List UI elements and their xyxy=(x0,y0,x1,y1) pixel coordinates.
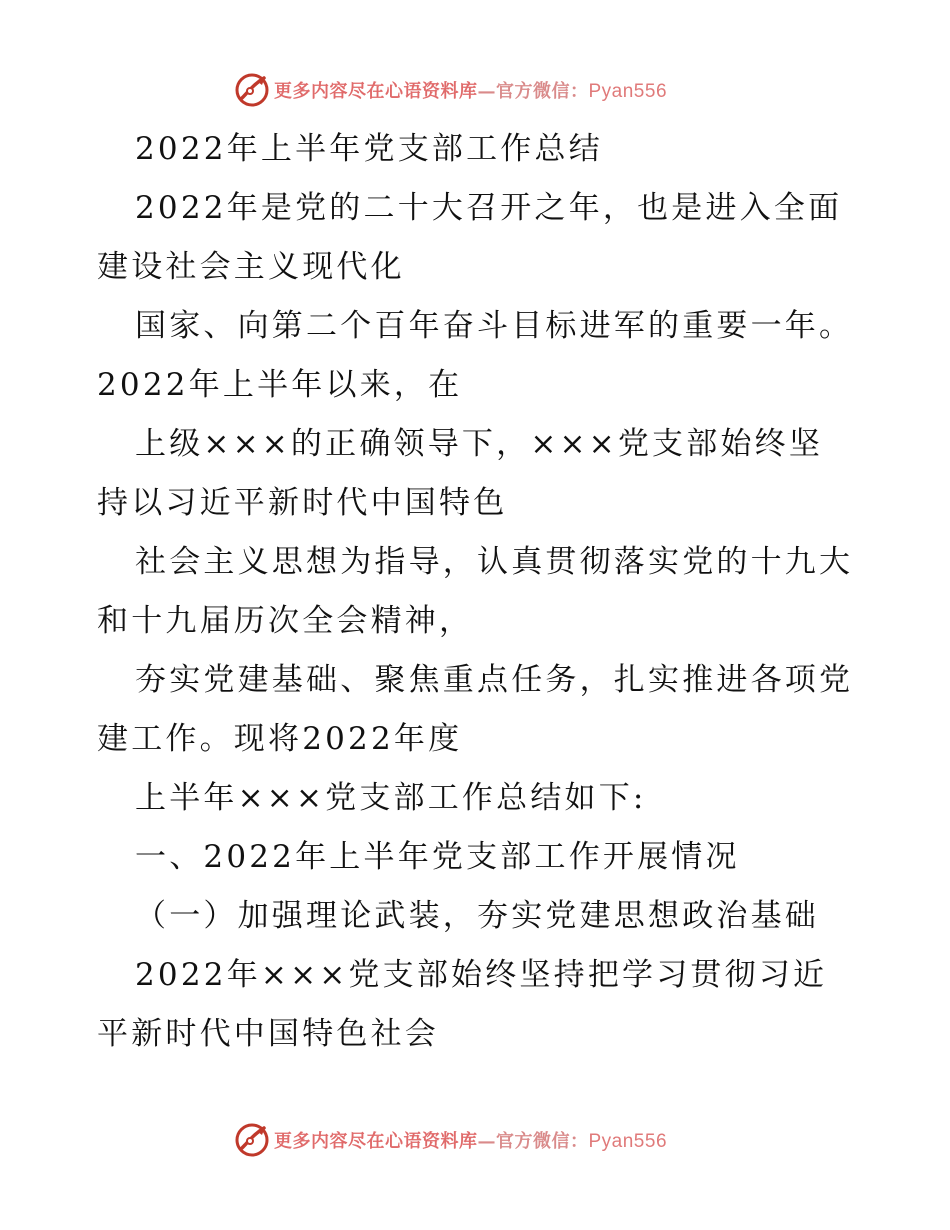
pen-logo-icon xyxy=(234,1122,270,1158)
banner-wechat-handle: Pyan556 xyxy=(588,81,668,102)
section-heading: 一、2022年上半年党支部工作开展情况 xyxy=(135,839,740,875)
banner-text xyxy=(274,77,667,103)
doc-line: 持以习近平新时代中国特色 xyxy=(97,485,508,521)
doc-line: 上半年×××党支部工作总结如下: xyxy=(135,780,647,816)
doc-line: 国家、向第二个百年奋斗目标进军的重要一年。 xyxy=(135,308,854,344)
subsection-heading: （一）加强理论武装，夯实党建思想政治基础 xyxy=(135,898,819,934)
doc-line: 建工作。现将2022年度 xyxy=(97,721,463,757)
doc-line: 2022年是党的二十大召开之年，也是进入全面 xyxy=(135,190,843,226)
doc-line: 上级×××的正确领导下，×××党支部始终坚 xyxy=(135,426,824,462)
doc-line: 夯实党建基础、聚焦重点任务，扎实推进各项党 xyxy=(135,662,854,698)
doc-line: 建设社会主义现代化 xyxy=(97,249,405,285)
pen-logo-icon xyxy=(234,72,270,108)
banner-separator-text: —官方微信： xyxy=(477,1131,589,1152)
doc-title: 2022年上半年党支部工作总结 xyxy=(135,131,603,167)
doc-line: 社会主义思想为指导，认真贯彻落实党的十九大 xyxy=(135,544,854,580)
banner-main-text: 更多内容尽在心语资料库 xyxy=(274,81,478,102)
banner-separator-text: —官方微信： xyxy=(477,81,589,102)
doc-line: 和十九届历次全会精神， xyxy=(97,603,474,639)
document-body xyxy=(97,120,857,1064)
banner-main-text: 更多内容尽在心语资料库 xyxy=(274,1131,478,1152)
doc-line: 平新时代中国特色社会 xyxy=(97,1016,439,1052)
banner-wechat-handle: Pyan556 xyxy=(588,1131,668,1152)
banner-text xyxy=(274,1127,667,1153)
doc-line: 2022年×××党支部始终坚持把学习贯彻习近 xyxy=(135,957,828,993)
doc-line: 2022年上半年以来，在 xyxy=(97,367,463,403)
header-banner xyxy=(234,70,667,110)
footer-banner xyxy=(234,1120,667,1160)
